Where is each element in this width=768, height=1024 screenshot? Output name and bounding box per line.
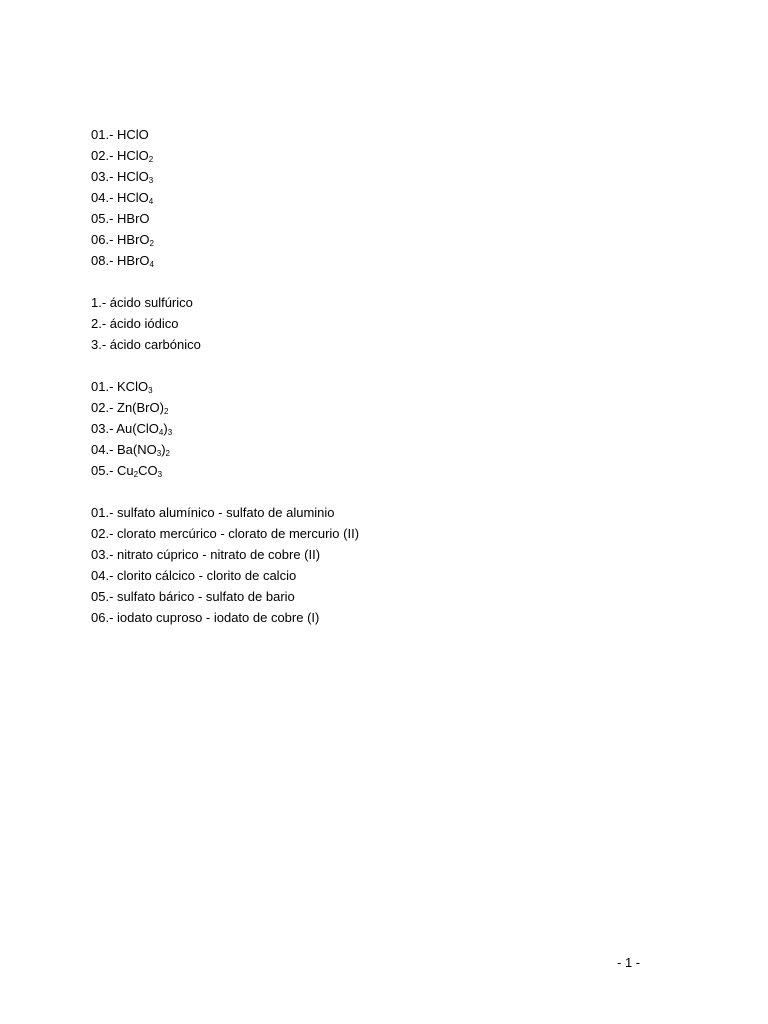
- text-run: 01.- KClO: [91, 379, 149, 394]
- text-run: 02.- clorato mercúrico - clorato de mercurio (II): [91, 526, 360, 541]
- list-item: [91, 250, 711, 271]
- text-run: 06.- iodato cuproso - iodato de cobre (I): [91, 610, 320, 625]
- list-item: [91, 166, 711, 187]
- text-run: 04.- Ba(NO: [91, 442, 157, 457]
- list-item: [91, 586, 711, 607]
- list-item: [91, 376, 711, 397]
- section-spacer: [91, 271, 711, 292]
- list-item: [91, 502, 711, 523]
- text-run: 05.- HBrO: [91, 211, 150, 226]
- list-item: [91, 460, 711, 481]
- subscript: 4: [149, 260, 154, 269]
- page-number: - 1 -: [617, 955, 641, 970]
- list-item: [91, 439, 711, 460]
- list-item: [91, 544, 711, 565]
- subscript: 2: [133, 470, 139, 479]
- list-item: [91, 124, 711, 145]
- text-run: 02.- Zn(BrO): [91, 400, 164, 415]
- list-item: [91, 292, 711, 313]
- subscript: 2: [163, 407, 169, 416]
- text-run: 3.- ácido carbónico: [91, 337, 201, 352]
- list-item: [91, 313, 711, 334]
- text-run: 03.- Au(ClO: [91, 421, 159, 436]
- list-item: [91, 397, 711, 418]
- text-run: 08.- HBrO: [91, 253, 150, 268]
- list-item: [91, 229, 711, 250]
- subscript: 2: [149, 239, 154, 248]
- text-run: 03.- HClO: [91, 169, 149, 184]
- text-run: 05.- sulfato bárico - sulfato de bario: [91, 589, 295, 604]
- text-run: ): [161, 442, 166, 457]
- text-run: 04.- clorito cálcico - clorito de calcio: [91, 568, 297, 583]
- text-run: ): [163, 421, 168, 436]
- subscript: 3: [148, 176, 154, 185]
- text-run: 05.- Cu: [91, 463, 134, 478]
- list-item: [91, 565, 711, 586]
- section-acid-names: [91, 292, 711, 355]
- list-item: [91, 334, 711, 355]
- text-run: 2.- ácido iódico: [91, 316, 179, 331]
- subscript: 4: [158, 428, 164, 437]
- list-item: [91, 607, 711, 628]
- subscript: 3: [156, 449, 162, 458]
- subscript: 3: [148, 386, 153, 395]
- list-item: [91, 208, 711, 229]
- section-salt-names: [91, 502, 711, 628]
- text-run: 01.- sulfato alumínico - sulfato de aluminio: [91, 505, 335, 520]
- text-run: 03.- nitrato cúprico - nitrato de cobre (II): [91, 547, 321, 562]
- subscript: 2: [165, 449, 170, 458]
- text-run: 04.- HClO: [91, 190, 149, 205]
- subscript: 2: [148, 155, 154, 164]
- list-item: [91, 145, 711, 166]
- section-salt-formulas: [91, 376, 711, 481]
- text-run: 06.- HBrO: [91, 232, 150, 247]
- list-item: [91, 418, 711, 439]
- subscript: 4: [148, 197, 154, 206]
- text-run: 02.- HClO: [91, 148, 149, 163]
- text-run: 01.- HClO: [91, 127, 149, 142]
- document-body: [91, 124, 711, 628]
- subscript: 3: [167, 428, 173, 437]
- section-spacer: [91, 355, 711, 376]
- list-item: [91, 523, 711, 544]
- text-run: CO: [138, 463, 158, 478]
- section-oxacids-formulas: [91, 124, 711, 271]
- subscript: 3: [157, 470, 163, 479]
- list-item: [91, 187, 711, 208]
- section-spacer: [91, 481, 711, 502]
- text-run: 1.- ácido sulfúrico: [91, 295, 193, 310]
